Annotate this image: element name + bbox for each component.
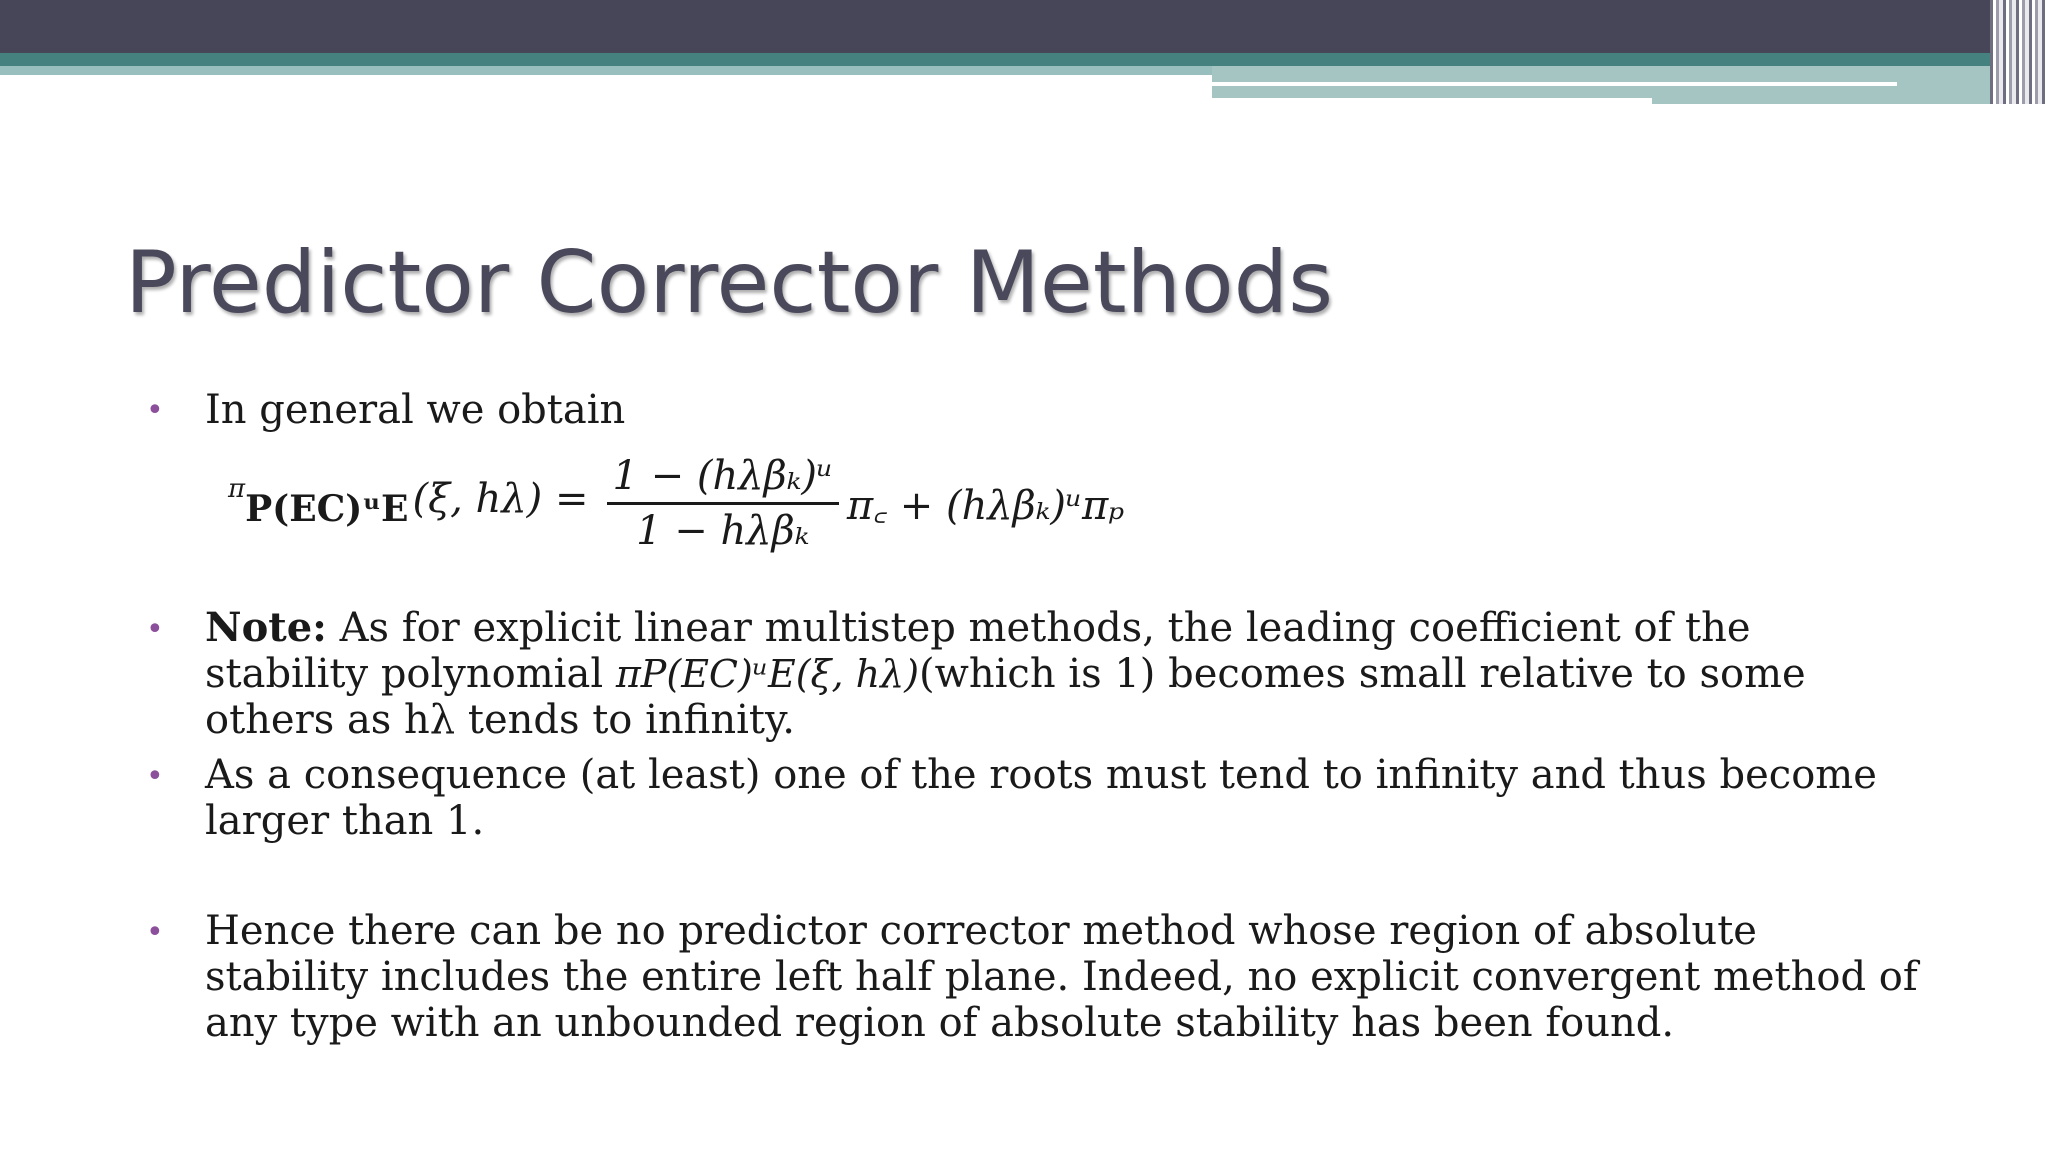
eq-rhs: π꜀ + (hλβₖ)ᵘπₚ: [846, 482, 1125, 529]
header-band-light-left: [0, 66, 1212, 75]
bullet-marker: •: [146, 612, 164, 647]
header-accent-line: [1212, 82, 1897, 86]
header-band-teal: [0, 53, 1990, 66]
note-text-after: (which is 1) becomes small relative to some others as hλ tends to infinity.: [205, 651, 1806, 743]
bullet-text: [205, 605, 1925, 743]
eq-denominator: 1 − hλβₖ: [636, 507, 810, 554]
eq-lhs-subscript: P(EC)ᵘE: [245, 488, 409, 530]
note-text-before: As for explicit linear multistep methods, the leading coefficient of the stability polynomial: [205, 605, 1751, 697]
eq-lhs-args: (ξ, hλ) =: [412, 476, 589, 522]
bullet-text: In general we obtain: [205, 387, 626, 433]
slide-title: Predictor Corrector Methods: [125, 233, 1334, 333]
bullet-marker: •: [146, 393, 164, 428]
bullet-marker: •: [146, 915, 164, 950]
note-label: Note:: [205, 604, 327, 651]
bullet-marker: •: [146, 759, 164, 794]
inline-math-polynomial: πP(EC)ᵘE(ξ, hλ): [615, 652, 920, 696]
equation: [228, 448, 1198, 558]
eq-numerator: 1 − (hλβₖ)ᵘ: [607, 450, 839, 505]
eq-lhs-pi: π: [228, 474, 246, 504]
header-corner-stripes: [1990, 0, 2048, 104]
bullet-text: Hence there can be no predictor corrector method whose region of absolute stability includes the entire left half plane. Indeed, no explicit convergent method of any type with an unbounded region of absolute stability has been found.: [205, 908, 1918, 1046]
header-band-dark: [0, 0, 1990, 53]
eq-fraction: [607, 450, 839, 557]
bullet-text: As a consequence (at least) one of the roots must tend to infinity and thus become larger than 1.: [205, 752, 1877, 844]
header-accent-line: [1212, 98, 1652, 104]
